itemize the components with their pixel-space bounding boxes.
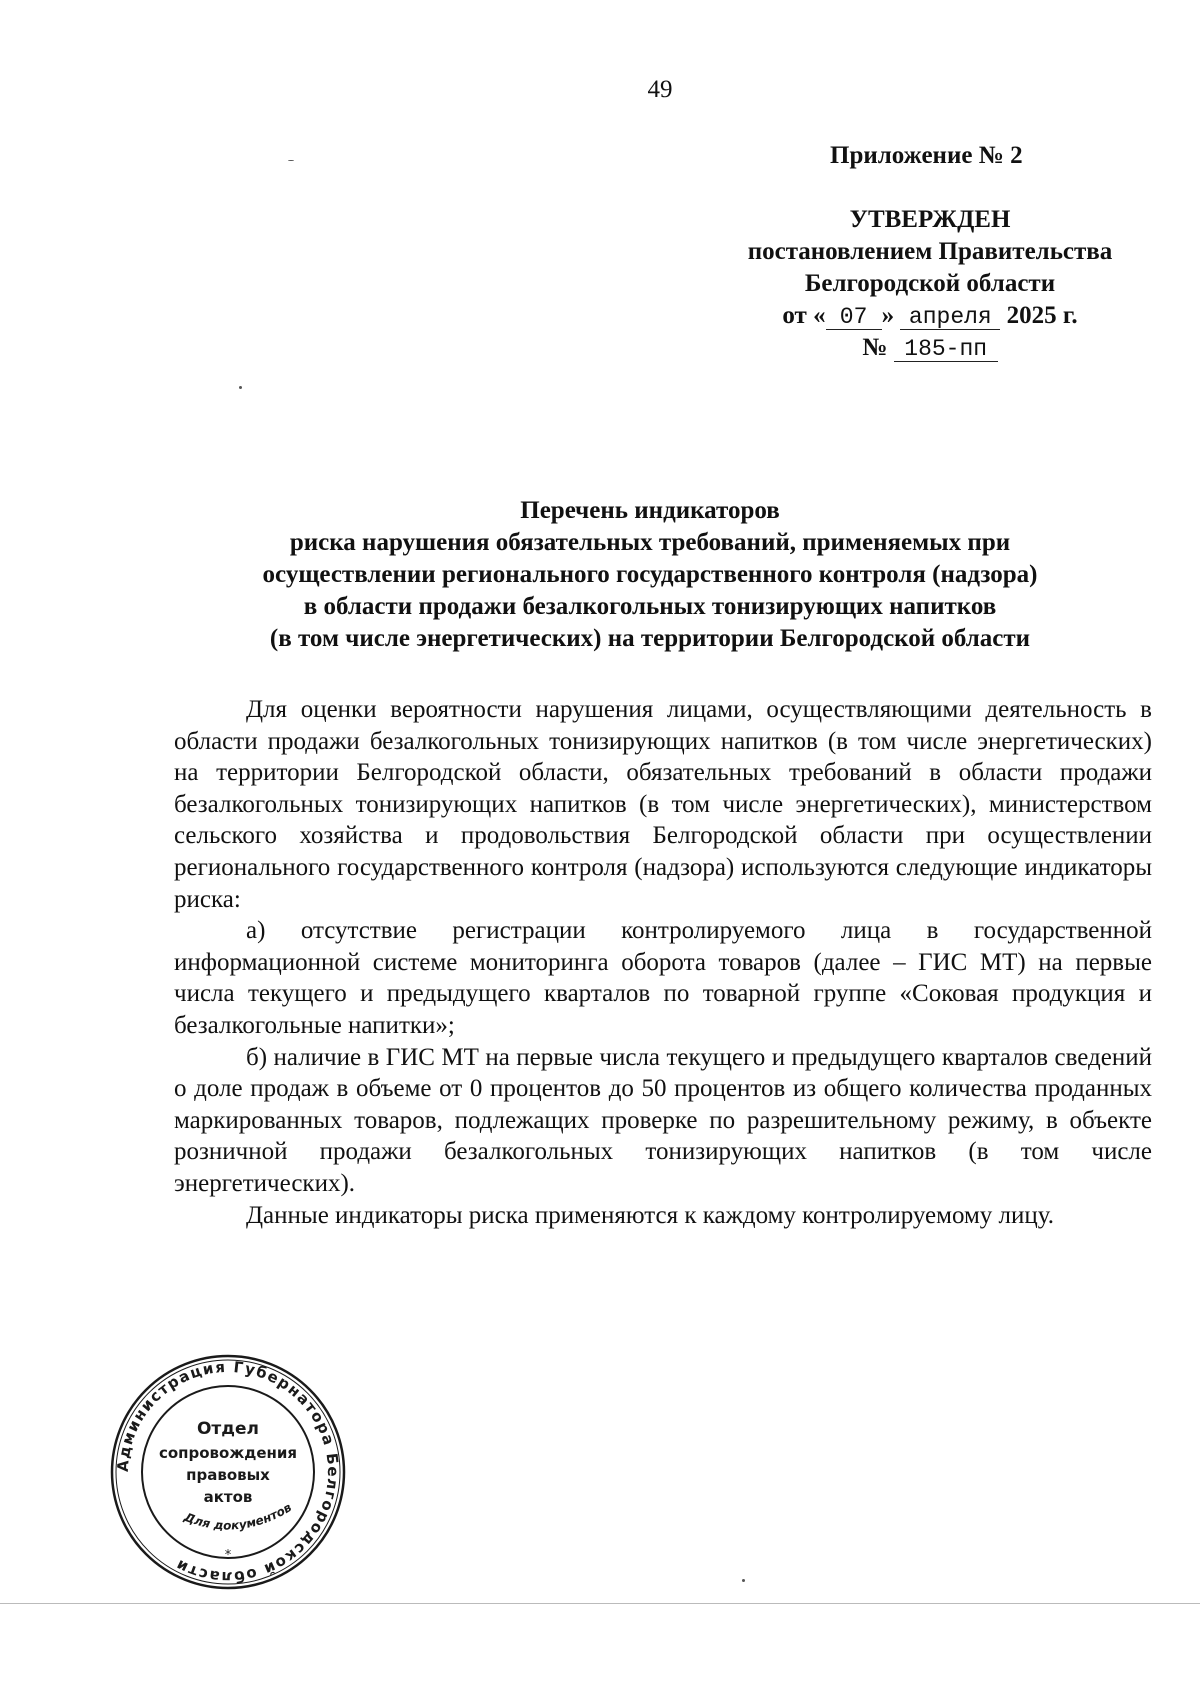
number-value: 185-пп [894,337,998,362]
approval-date [700,300,1160,332]
date-day: 07 [826,305,882,330]
stamp-seal-icon [108,1352,348,1592]
item-a-paragraph: а) отсутствие регистрации контролируемого лица в государственной информационной системе мониторинга оборота товаров (далее – ГИС МТ) на первые числа текущего и предыдущего кварталов по товарной группе «Соковая продукция и безалкогольные напитки»; [174,917,1152,1039]
stamp-ring-text: Администрация Губернатора Белгородской области [113,1357,343,1587]
document-body [174,694,1152,1231]
intro-paragraph: Для оценки вероятности нарушения лицами, осуществляющими деятельность в области продажи безалкогольных тонизирующих напитков (в том числе энергетических) на территории Белгородской области, обязательных требований в области продажи безалкогольных тонизирующих напитков (в том числе энергетических), министерством сельского хозяйства и продовольствия Белгородской области при осуществлении регионального государственного контроля (надзора) используются следующие индикаторы риска: [174,696,1152,913]
item-b-paragraph: б) наличие в ГИС МТ на первые числа текущего и предыдущего кварталов сведений о доле продаж в объеме от 0 процентов до 50 процентов из общего количества проданных маркированных товаров, подлежащих проверке по разрешительному режиму, в объекте розничной продажи безалкогольных тонизирующих напитков (в том числе энергетических). [174,1043,1152,1197]
stamp-inner-text: Для документов [182,1500,295,1533]
stamp-center-3: правовых [186,1466,270,1484]
date-mid: » [881,302,895,329]
page-bottom-rule [0,1603,1200,1604]
approval-block [700,204,1160,364]
document-title [150,495,1150,655]
title-line-4: в области продажи безалкогольных тонизирующих напитков [303,593,997,620]
scan-speck [742,1579,745,1582]
stamp-center-4: актов [203,1488,253,1506]
date-month: апреля [900,305,1000,330]
approval-heading: УТВЕРЖДЕН [849,206,1011,233]
scan-speck [239,386,242,389]
approval-region: Белгородской области [804,270,1056,297]
svg-text:*: * [224,1548,232,1563]
stamp-center-1: Отдел [196,1419,260,1439]
title-line-3: осуществлении регионального государственного контроля (надзора) [262,561,1038,588]
page-number: 49 [647,76,673,103]
closing-paragraph: Данные индикаторы риска применяются к каждому контролируемому лицу. [246,1201,1055,1229]
official-stamp [108,1352,348,1592]
title-line-2: риска нарушения обязательных требований, применяемых при [289,529,1011,556]
appendix-title: Приложение № 2 [830,142,1023,169]
stamp-center-2: сопровождения [158,1444,298,1462]
approval-number [700,332,1160,364]
title-line-5: (в том числе энергетических) на территории Белгородской области [269,625,1031,652]
date-year: 2025 г. [1006,302,1078,329]
scan-speck [288,160,294,161]
approval-authority: постановлением Правительства [747,238,1113,265]
date-prefix: от « [782,302,826,329]
title-line-1: Перечень индикаторов [520,497,780,524]
number-prefix: № [862,334,888,361]
